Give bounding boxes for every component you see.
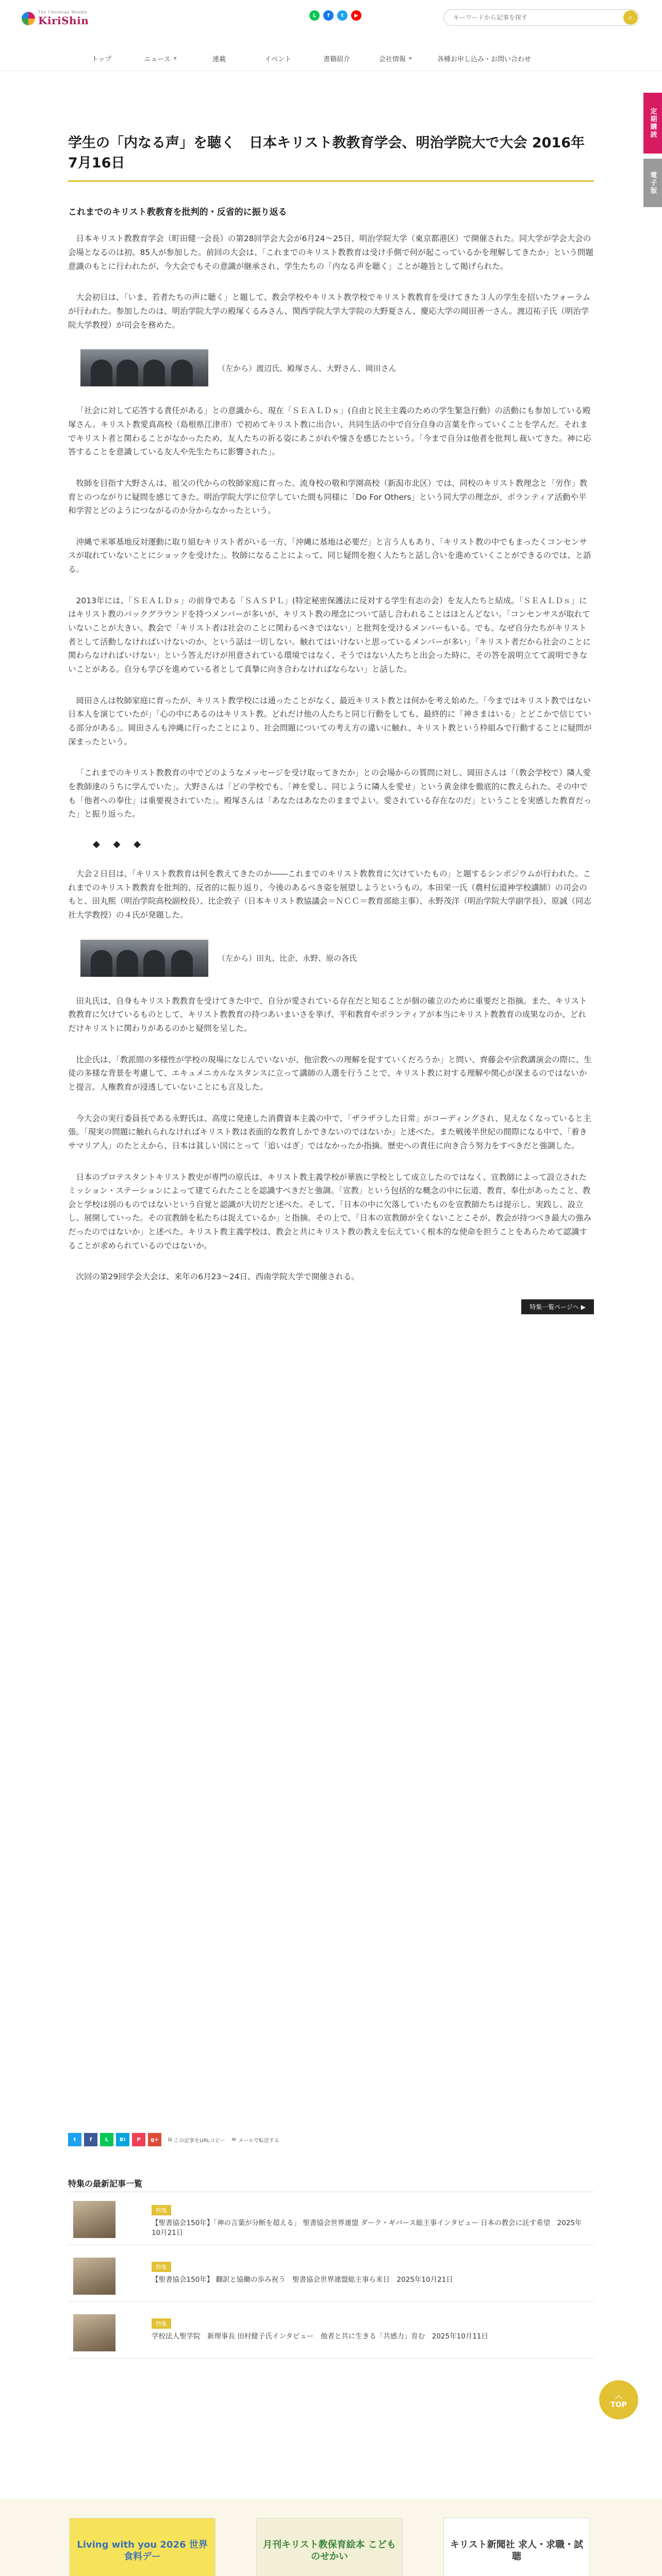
- search-box[interactable]: [443, 9, 639, 26]
- article-title: 学生の「内なる声」を聴く 日本キリスト教教育学会、明治学院大で大会 2016年7月16日: [68, 135, 585, 172]
- top-label: TOP: [610, 2401, 627, 2409]
- article-paragraph: 日本キリスト教教育学会（町田健一会長）の第28回学会大会が6月24〜25日、明治学院大学（東京都港区）で開催された。同大学が学会大会の会場となるのは初。85人が参加した。前回の大会は、「これまでのキリスト教教育は受け手側で何が起こっているかを理解してきたか」という問題意識のもとに行われたが、今大会でもその意識が継承され、学生たちの「内なる声を聴く」ことが趣旨として掲げられた。: [68, 234, 593, 271]
- photo-caption: （左から）田丸、比企、永野、原の各氏: [218, 954, 357, 963]
- article-paragraph: 日本のプロテスタントキリスト教史が専門の原氏は、キリスト教主義学校が華族に学校として成立したのではなく、宣教師によって設立されたミッション・ステーションによって建てられたことを認識すべきだと強調。「宣教」という包括的な概念の中に伝道、教育、奉仕があったこと、教会と学校は別のものではないという自覚と認識が大切だと述べた。そして、「日本の中に欠落していたものを宣教師たちは提示し、実践し、設立し、展開していった。その宣教師を私たちは捉えているか」と指摘。その上で、「日本の宣教師が全くないことこそが、教会が持つべき最大の強みだったのではないか」と述べた。キリスト教主義学校は、教会と共にキリスト教の教えを伝えていく根本的な使命を担うことをあらためて認識することが求められているのではないか。: [68, 1172, 591, 1250]
- nav-item-label: 連載: [212, 56, 226, 63]
- main-nav: [0, 46, 662, 71]
- article-paragraph: 今大会の実行委員長である永野氏は、高度に発達した消費資本主義の中で、「ザラザラした日常」がコーディングされ、見えなくなっていると主張。「現実の問題に触れられなければキリスト教は表面的な教育しかできないのではないか」と述べた。また戦後半世紀の間際になる中で、「着きサマリア人」のたとえから、日本は貧しい国にとって「追いはぎ」ではなかったか指摘。歴史への責任に向き合う努力をすべきだと強調した。: [68, 1113, 591, 1150]
- related-title: 特集の最新記事一覧: [68, 2179, 143, 2189]
- related-category-badge: 特集: [152, 2318, 171, 2329]
- social-links: [309, 10, 361, 21]
- share-pocket-button[interactable]: P: [132, 2133, 145, 2146]
- banner-ad[interactable]: 月刊キリスト教保育絵本 こどものせかい: [256, 2518, 403, 2576]
- mail-forward-label: メールで転送する: [238, 2138, 279, 2144]
- nav-item-0[interactable]: [72, 46, 131, 71]
- side-tabs: [643, 93, 662, 207]
- related-category-badge: 特集: [152, 2205, 171, 2215]
- photo-person: [91, 950, 112, 977]
- section-divider: ◆ ◆ ◆: [93, 838, 146, 850]
- photo-row: [80, 349, 594, 386]
- banner-ad[interactable]: Living with you 2026 世界食料デー: [69, 2518, 216, 2576]
- related-category-badge: 特集: [152, 2262, 171, 2272]
- copy-icon: ⧉: [168, 2137, 172, 2143]
- photo-person: [171, 950, 193, 977]
- photo-person: [117, 360, 138, 386]
- photo-person: [171, 360, 193, 386]
- title-underline: [68, 180, 594, 182]
- related-item[interactable]: [68, 2309, 594, 2359]
- photo-person: [143, 950, 165, 977]
- article-closing: 次回の第29回学会大会は、来年の6月23〜24日、西南学院大学で開催される。: [76, 1272, 360, 1282]
- chevron-down-icon: ▼: [408, 56, 412, 61]
- photo-row: [80, 940, 594, 977]
- share-google-button[interactable]: g+: [148, 2133, 161, 2146]
- share-line-button[interactable]: L: [100, 2133, 113, 2146]
- related-thumbnail[interactable]: [73, 2258, 115, 2295]
- photo-person: [91, 360, 112, 386]
- nav-item-label: 会社情報: [378, 56, 406, 63]
- banner-grid: [69, 2518, 590, 2576]
- site-header: [0, 0, 662, 46]
- photo-person: [117, 950, 138, 977]
- youtube-icon[interactable]: ▶: [351, 10, 361, 21]
- article-paragraph: 比企氏は、「教派間の多様性が学校の現場になじんでいないが、他宗教への理解を促すていくだろうか」と問い、齊藤会や宗教講演会の際に、生徒の多様な背景を考慮して、エキュメニカルなスタンスに立って講師の人選を行うことで、キリスト教に対する理解や関心が深まるのではないかと提言。人権教育が浸透していないことにも言及した。: [68, 1055, 592, 1092]
- share-twitter-button[interactable]: t: [68, 2133, 81, 2146]
- nav-item-label: 各種お申し込み・お問い合わせ: [437, 56, 531, 63]
- line-icon[interactable]: L: [309, 10, 320, 21]
- mail-forward-button[interactable]: [232, 2136, 279, 2144]
- chevron-down-icon: ▼: [173, 56, 177, 61]
- article-paragraph: 大会初日は、「いま、若者たちの声に聴く」と題して、教会学校やキリスト教学校でキリスト教教育を受けてきた３人の学生を招いたフォーラムが行われた。参加したのは、明治学院大学の殿塚くるみさん、関西学院大学大学院の大野夏さん、慶応大学の岡田善一さん。渡辺祐子氏（明治学院大学教授）が司会を務めた。: [68, 293, 591, 330]
- nav-item-contact[interactable]: [425, 46, 543, 71]
- share-hatena-button[interactable]: B!: [116, 2133, 129, 2146]
- photo-person: [143, 360, 165, 386]
- search-input[interactable]: [453, 14, 623, 21]
- article: [68, 133, 594, 1314]
- nav-item-5[interactable]: [366, 46, 425, 71]
- related-link[interactable]: 【聖書協会150年】「神の言葉が分断を超える」 聖書協会世界連盟 ダーク・ギバース総主事インタビュー 日本の教会に託す希望 2025年10月21日: [152, 2219, 582, 2237]
- related-item[interactable]: [68, 2252, 594, 2302]
- related-link[interactable]: 学校法人聖学院 新理事長 田村健子氏インタビュー 他者と共に生きる「共感力」育む 2025年10月11日: [152, 2332, 488, 2341]
- article-paragraph: 牧師を目指す大野さんは、祖父の代からの牧師家庭に育った。流身校の敬和学園高校（新潟市北区）では、同校のキリスト教理念と「労作」教育とのつながりに疑問を感じてきた。明治学院大学に位学していた間も同様に「Do For Others」という同大学の理念が、ボランティア活動や平和学習とどのようにつながるのか分からなかったという。: [68, 478, 588, 516]
- mail-icon: ✉: [231, 2137, 236, 2143]
- nav-item-label: イベント: [264, 56, 291, 63]
- side-tab-subscribe[interactable]: 定期購読: [643, 93, 662, 154]
- facebook-icon[interactable]: f: [323, 10, 334, 21]
- back-to-top-button[interactable]: [599, 2380, 638, 2419]
- feature-list-button[interactable]: 特集一覧ページへ ▶: [521, 1299, 594, 1314]
- copy-url-button[interactable]: [168, 2136, 225, 2144]
- article-paragraph: 大会２日目は、「キリスト教教育は何を教えてきたのか――これまでのキリスト教教育に欠けていたもの」と題するシンポジウムが行われた。これまでのキリスト教教育を批判的、反省的に振り返り、今後のあるべき姿を展望しようというもの。本田栄一氏（農村伝道神学校講師）の司会のもと、田丸煕（明治学院高校副校長）、比企敦子（日本キリスト教協議会＝ＮＣＣ＝教育部総主事）、永野茂洋（明治学院大学副学長）、原誠（同志社大学教授）の４氏が発題した。: [68, 869, 591, 920]
- article-subtitle: これまでのキリスト教教育を批判的・反省的に振り返る: [68, 207, 287, 218]
- article-photo: [80, 349, 208, 386]
- logo-mark-icon: [22, 12, 35, 25]
- logo-sub: The Christian Weekly: [38, 10, 88, 14]
- article-body: [68, 232, 594, 1284]
- nav-item-2[interactable]: [190, 46, 249, 71]
- twitter-icon[interactable]: t: [337, 10, 347, 21]
- share-buttons: [68, 2133, 279, 2146]
- chevron-up-icon: ︿: [615, 2392, 622, 2400]
- nav-item-4[interactable]: [307, 46, 366, 71]
- nav-item-label: トップ: [91, 56, 112, 63]
- banner-ad[interactable]: キリスト新聞社 求人・求職・試聴: [443, 2518, 590, 2576]
- related-link[interactable]: 【聖書協会150年】 翻訳と協働の歩み祝う 聖書協会世界連盟総主事ら来日 2025年10月21日: [152, 2276, 453, 2284]
- article-photo: [80, 940, 208, 977]
- article-paragraph: 田丸氏は、自身もキリスト教教育を受けてきた中で、自分が愛されている存在だと知ることが個の確立のために重要だと指摘。また、キリスト教教育に欠けているものとして、キリスト教教育の持つあいまいさを挙げ、平和教育やボランティアが本当にキリスト教教育の成果なのか、どれだけキリストに関わりがあるのかと疑問を呈した。: [68, 996, 587, 1033]
- nav-item-label: ニュース: [144, 56, 171, 63]
- nav-item-label: 書籍紹介: [323, 56, 350, 63]
- related-thumbnail[interactable]: [73, 2314, 115, 2351]
- site-logo[interactable]: [22, 10, 89, 27]
- article-paragraph: 沖縄で米軍基地反対運動に取り組むキリスト者がいる一方、「沖縄に基地は必要だ」と言う人もあり、「キリスト教の中でもまったくコンセンサスが取れていないことにショックを受けた」。牧師になることによって、同じ疑問を抱く人たちと話し合いを進めていくことができるのでは、と語る。: [68, 537, 591, 574]
- nav-item-3[interactable]: [249, 46, 307, 71]
- article-paragraph: 岡田さんは牧師家庭に育ったが、キリスト教学校には通ったことがなく、最近キリスト教とは何かを考え始めた。「今まではキリスト教ではない日本人を演じていたが」「心の中にあるのはキリスト教。どれだけ他の人たちと同じ行動をしても、最終的に「神さまはいる」とどこかで信じている部分がある」。岡田さんも沖縄に行ったことにより、社会問題についての考え方の違いに触れ、キリスト教という枠組みで行動することに疑問が深まったという。: [68, 696, 592, 747]
- photo-caption: （左から）渡辺氏、殿塚さん、大野さん、岡田さん: [218, 363, 396, 373]
- nav-item-1[interactable]: [131, 46, 190, 71]
- article-paragraph: 「社会に対して応答する責任がある」との意識から、現在「ＳＥＡＬＤｓ」(自由と民主主義のための学生緊急行動）の活動にも参加している殿塚さん。キリスト教愛真高校（島根県江津市）で初めてキリスト教に出合い、共同生活の中で自分自身の言葉を作っていくことを学んだ。それまでキリスト者と関わることがなかったため、友人たちの祈る姿にあこがれや憧さを感じたという。「今まで自分は他者を批判し裁いてきた。神に応答することを意識している友人や先生たちに影響された」。: [68, 406, 591, 457]
- related-item[interactable]: [68, 2196, 594, 2245]
- related-thumbnail[interactable]: [73, 2201, 115, 2238]
- search-icon[interactable]: ⌕: [623, 10, 638, 25]
- article-paragraph: 2013年には、「ＳＥＡＬＤｓ」の前身である「ＳＡＳＰＬ」(特定秘密保護法に反対する学生有志の会）を友人たちと結成。「ＳＥＡＬＤｓ」にはキリスト教のバックグラウンドを持つメンバーが多いが、キリスト教の理念について話し合われることはほとんどない。「コンセンサスが取れていないことが大きい。教会で「キリスト者は社会のことに関わるべきではない」と批判を受けるメンバーもいる。でも、なぜ自分たちがキリスト者として活動しなければいけないのか、という話は一切しない。触れてはいけないと思っているメンバーが多い」「キリスト者だから社会のことに関わらなければいけない」という答えだけが用意されている環境ではなく、そうではない人たちと出会った時に、その答を説明立てて説明できないことがある。自分も学びを進めている者として真摯に向き合わなければならない」と話した。: [68, 596, 591, 674]
- share-facebook-button[interactable]: f: [84, 2133, 97, 2146]
- logo-text: KiriShin: [38, 14, 89, 27]
- copy-url-label: この記事をURLコピー: [174, 2138, 225, 2144]
- side-tab-digital[interactable]: 電子版: [643, 159, 662, 207]
- article-paragraph: 「これまでのキリスト教教育の中でどのようなメッセージを受け取ってきたか」との会場からの質問に対し、岡田さんは「（教会学校で）隣人愛を教師達のうちに学んでいた」。大野さんは「どの学校でも、「神を愛し、同じように隣人を愛せ」という黄金律を徹底的に教えられた。その中でも「他者への奉仕」は重要視されていた」。殿塚さんは「あなたはあなたのままでよい。愛されている存在なのだ」ということを実感した教育だった」と振り返った。: [68, 768, 592, 819]
